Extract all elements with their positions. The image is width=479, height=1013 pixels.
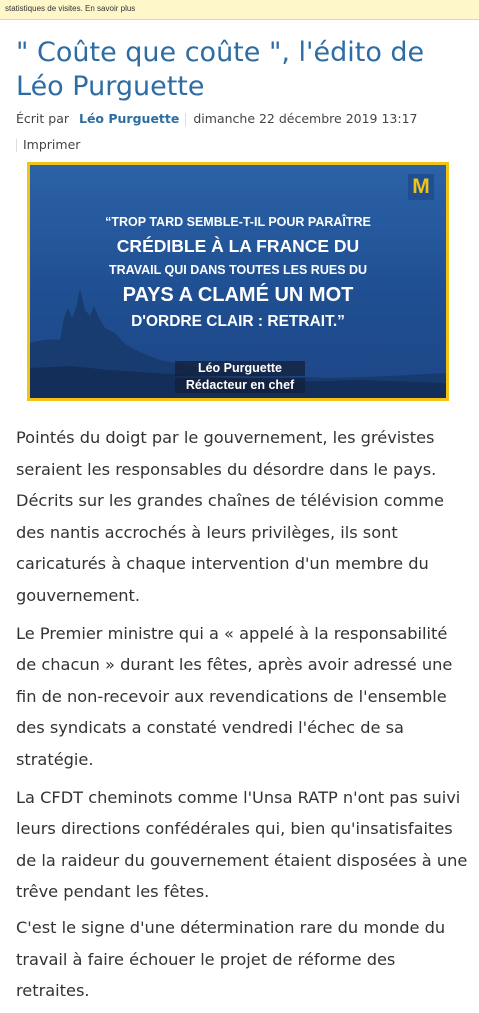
- print-row: [16, 137, 80, 152]
- cookie-notice-text: statistiques de visites.: [5, 4, 83, 13]
- article-paragraph: Le Premier ministre qui a « appelé à la responsabilité de chacun » durant les fêtes, après avoir adressé une fin de non-recevoir aux revendications de l'ensemble des syndicats a constaté vendredi l'échec de sa stratégie.: [16, 623, 453, 769]
- print-link[interactable]: Imprimer: [23, 137, 81, 152]
- print-divider: [16, 139, 17, 152]
- quote-line-5: D'ORDRE CLAIR : RETRAIT.”: [131, 313, 345, 330]
- quote-line-3: TRAVAIL QUI DANS TOUTES LES RUES DU: [108, 263, 368, 277]
- banner-caption-role: Rédacteur en chef: [175, 378, 305, 393]
- brand-logo-m: M: [408, 174, 434, 200]
- article-paragraph: Pointés du doigt par le gouvernement, les grévistes seraient les responsables du désordre dans le pays. Décrits sur les grandes chaînes de télévision comme des nantis accrochés à leurs privilèges, ils sont caricaturés à chaque intervention d'un membre du gouvernement.: [16, 428, 444, 605]
- meta-divider: [185, 113, 186, 126]
- article-paragraph: C'est le signe d'une détermination rare du monde du travail à faire échouer le projet de réforme des retraites.: [16, 917, 446, 1001]
- cookie-more-info-link[interactable]: En savoir plus: [85, 4, 136, 13]
- article-paragraph: La CFDT cheminots comme l'Unsa RATP n'ont pas suivi leurs directions confédérales qui, bien qu'insatisfaites de la raideur du gouvernement étaient disposées à une trêve pendant les fêtes.: [16, 787, 468, 902]
- quote-line-4: PAYS A CLAMÉ UN MOT: [122, 284, 354, 306]
- cookie-notice-bar: [0, 0, 479, 20]
- author-link[interactable]: Léo Purguette: [78, 111, 180, 126]
- quote-line-1: “TROP TARD SEMBLE-T-IL POUR PARAÎTRE: [105, 215, 371, 229]
- article-title: " Coûte que coûte ", l'édito de Léo Purguette: [16, 37, 425, 102]
- banner-caption-name: Léo Purguette: [175, 361, 305, 376]
- publish-date: dimanche 22 décembre 2019 13:17: [193, 111, 418, 126]
- quote-line-2: CRÉDIBLE À LA FRANCE DU: [116, 236, 360, 256]
- article-meta: [16, 111, 418, 126]
- article-body: [16, 422, 468, 1013]
- written-by-label: Écrit par: [16, 111, 69, 126]
- quote-banner-image: [27, 162, 449, 401]
